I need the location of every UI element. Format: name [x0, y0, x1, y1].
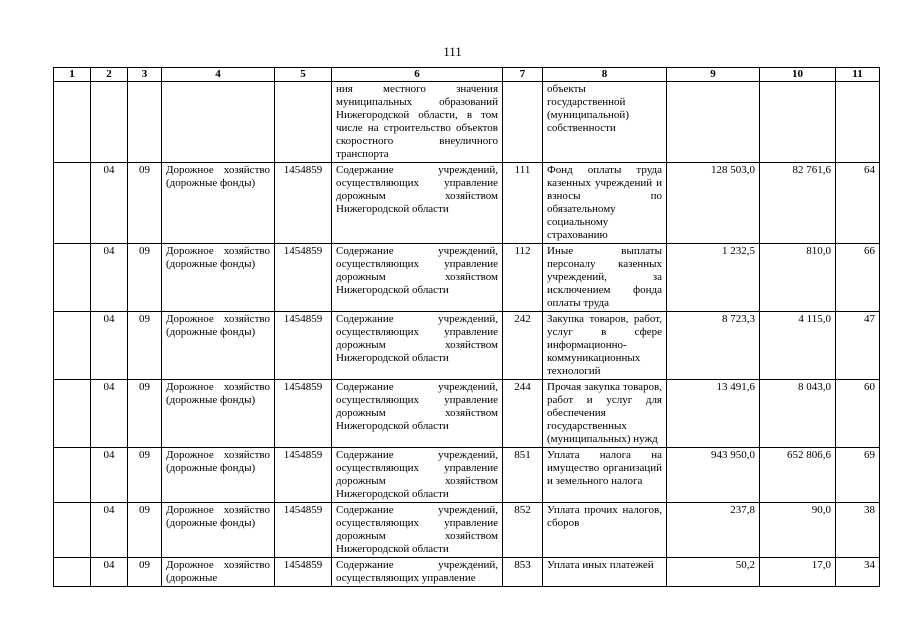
column-number-header-row — [54, 68, 880, 82]
cell-expense-type: 244 — [503, 380, 543, 448]
cell-expense-type-name: Фонд оплаты труда казенных учреждений и взносы по обязательному социальному страхованию — [543, 163, 667, 244]
cell-planned-amount — [667, 82, 760, 163]
cell-section: 04 — [91, 380, 128, 448]
cell-planned-amount: 13 491,6 — [667, 380, 760, 448]
cell-expense-type-name: объекты государственной (муниципальной) собственности — [543, 82, 667, 163]
table-row — [54, 448, 880, 503]
cell-target-article: 1454859 — [275, 558, 332, 587]
cell-subsection: 09 — [128, 312, 162, 380]
cell-target-article — [275, 82, 332, 163]
cell-expense-type: 852 — [503, 503, 543, 558]
cell-execution-percent: 69 — [836, 448, 880, 503]
cell-subsection-name — [162, 82, 275, 163]
cell-target-article-name: Содержание учреждений, осуществляющих управление дорожным хозяйством Нижегородской области — [332, 448, 503, 503]
table-row — [54, 380, 880, 448]
cell-col-1 — [54, 503, 91, 558]
cell-target-article: 1454859 — [275, 503, 332, 558]
column-number: 1 — [54, 68, 91, 82]
cell-section: 04 — [91, 448, 128, 503]
column-number: 5 — [275, 68, 332, 82]
cell-target-article-name: Содержание учреждений, осуществляющих управление дорожным хозяйством Нижегородской области — [332, 503, 503, 558]
table-row — [54, 558, 880, 587]
table-row — [54, 312, 880, 380]
cell-execution-percent: 66 — [836, 244, 880, 312]
column-number: 4 — [162, 68, 275, 82]
cell-subsection-name: Дорожное хозяйство (дорожные фонды) — [162, 448, 275, 503]
cell-subsection: 09 — [128, 558, 162, 587]
cell-expense-type-name: Прочая закупка товаров, работ и услуг для обеспечения государственных (муниципальных) нужд — [543, 380, 667, 448]
table-row — [54, 163, 880, 244]
cell-target-article-name: ния местного значения муниципальных образований Нижегородской области, в том числе на строительство объектов скоростного внеуличного транспорта — [332, 82, 503, 163]
cell-col-1 — [54, 380, 91, 448]
column-number: 7 — [503, 68, 543, 82]
cell-planned-amount: 1 232,5 — [667, 244, 760, 312]
cell-subsection: 09 — [128, 380, 162, 448]
cell-execution-percent: 47 — [836, 312, 880, 380]
cell-target-article: 1454859 — [275, 163, 332, 244]
table-row — [54, 503, 880, 558]
cell-section: 04 — [91, 503, 128, 558]
column-number: 2 — [91, 68, 128, 82]
cell-expense-type: 111 — [503, 163, 543, 244]
cell-subsection: 09 — [128, 163, 162, 244]
cell-target-article: 1454859 — [275, 380, 332, 448]
cell-executed-amount — [760, 82, 836, 163]
cell-col-1 — [54, 312, 91, 380]
cell-expense-type: 242 — [503, 312, 543, 380]
cell-planned-amount: 237,8 — [667, 503, 760, 558]
cell-executed-amount: 17,0 — [760, 558, 836, 587]
table-row — [54, 244, 880, 312]
cell-executed-amount: 82 761,6 — [760, 163, 836, 244]
cell-subsection-name: Дорожное хозяйство (дорожные фонды) — [162, 163, 275, 244]
cell-subsection — [128, 82, 162, 163]
cell-section: 04 — [91, 558, 128, 587]
column-number: 9 — [667, 68, 760, 82]
column-number: 6 — [332, 68, 503, 82]
cell-target-article: 1454859 — [275, 312, 332, 380]
cell-execution-percent: 60 — [836, 380, 880, 448]
cell-planned-amount: 50,2 — [667, 558, 760, 587]
cell-target-article-name: Содержание учреждений, осуществляющих управление дорожным хозяйством Нижегородской области — [332, 163, 503, 244]
cell-expense-type-name: Уплата прочих налогов, сборов — [543, 503, 667, 558]
budget-table — [53, 67, 880, 587]
cell-subsection-name: Дорожное хозяйство (дорожные фонды) — [162, 244, 275, 312]
cell-planned-amount: 943 950,0 — [667, 448, 760, 503]
cell-expense-type: 851 — [503, 448, 543, 503]
cell-section — [91, 82, 128, 163]
cell-execution-percent — [836, 82, 880, 163]
cell-col-1 — [54, 82, 91, 163]
cell-expense-type-name: Закупка товаров, работ, услуг в сфере информационно-коммуникационных технологий — [543, 312, 667, 380]
cell-expense-type-name: Уплата налога на имущество организаций и земельного налога — [543, 448, 667, 503]
column-number: 3 — [128, 68, 162, 82]
cell-target-article-name: Содержание учреждений, осуществляющих управление дорожным хозяйством Нижегородской области — [332, 244, 503, 312]
cell-executed-amount: 810,0 — [760, 244, 836, 312]
page-number: 111 — [443, 44, 462, 59]
cell-executed-amount: 8 043,0 — [760, 380, 836, 448]
column-number: 11 — [836, 68, 880, 82]
cell-subsection-name: Дорожное хозяйство (дорожные фонды) — [162, 503, 275, 558]
cell-target-article-name: Содержание учреждений, осуществляющих управление — [332, 558, 503, 587]
cell-section: 04 — [91, 163, 128, 244]
cell-expense-type: 853 — [503, 558, 543, 587]
cell-expense-type-name: Иные выплаты персоналу казенных учреждений, за исключением фонда оплаты труда — [543, 244, 667, 312]
cell-executed-amount: 652 806,6 — [760, 448, 836, 503]
cell-subsection-name: Дорожное хозяйство (дорожные фонды) — [162, 380, 275, 448]
cell-executed-amount: 4 115,0 — [760, 312, 836, 380]
cell-execution-percent: 64 — [836, 163, 880, 244]
cell-execution-percent: 34 — [836, 558, 880, 587]
cell-expense-type: 112 — [503, 244, 543, 312]
table-row — [54, 82, 880, 163]
column-number: 8 — [543, 68, 667, 82]
cell-col-1 — [54, 448, 91, 503]
cell-executed-amount: 90,0 — [760, 503, 836, 558]
cell-section: 04 — [91, 312, 128, 380]
cell-planned-amount: 128 503,0 — [667, 163, 760, 244]
cell-target-article: 1454859 — [275, 244, 332, 312]
cell-col-1 — [54, 244, 91, 312]
cell-execution-percent: 38 — [836, 503, 880, 558]
cell-col-1 — [54, 558, 91, 587]
cell-planned-amount: 8 723,3 — [667, 312, 760, 380]
cell-subsection: 09 — [128, 503, 162, 558]
cell-subsection: 09 — [128, 448, 162, 503]
cell-target-article: 1454859 — [275, 448, 332, 503]
cell-subsection: 09 — [128, 244, 162, 312]
cell-target-article-name: Содержание учреждений, осуществляющих управление дорожным хозяйством Нижегородской области — [332, 380, 503, 448]
cell-subsection-name: Дорожное хозяйство (дорожные — [162, 558, 275, 587]
cell-expense-type — [503, 82, 543, 163]
cell-subsection-name: Дорожное хозяйство (дорожные фонды) — [162, 312, 275, 380]
cell-expense-type-name: Уплата иных платежей — [543, 558, 667, 587]
cell-target-article-name: Содержание учреждений, осуществляющих управление дорожным хозяйством Нижегородской области — [332, 312, 503, 380]
column-number: 10 — [760, 68, 836, 82]
cell-section: 04 — [91, 244, 128, 312]
cell-col-1 — [54, 163, 91, 244]
